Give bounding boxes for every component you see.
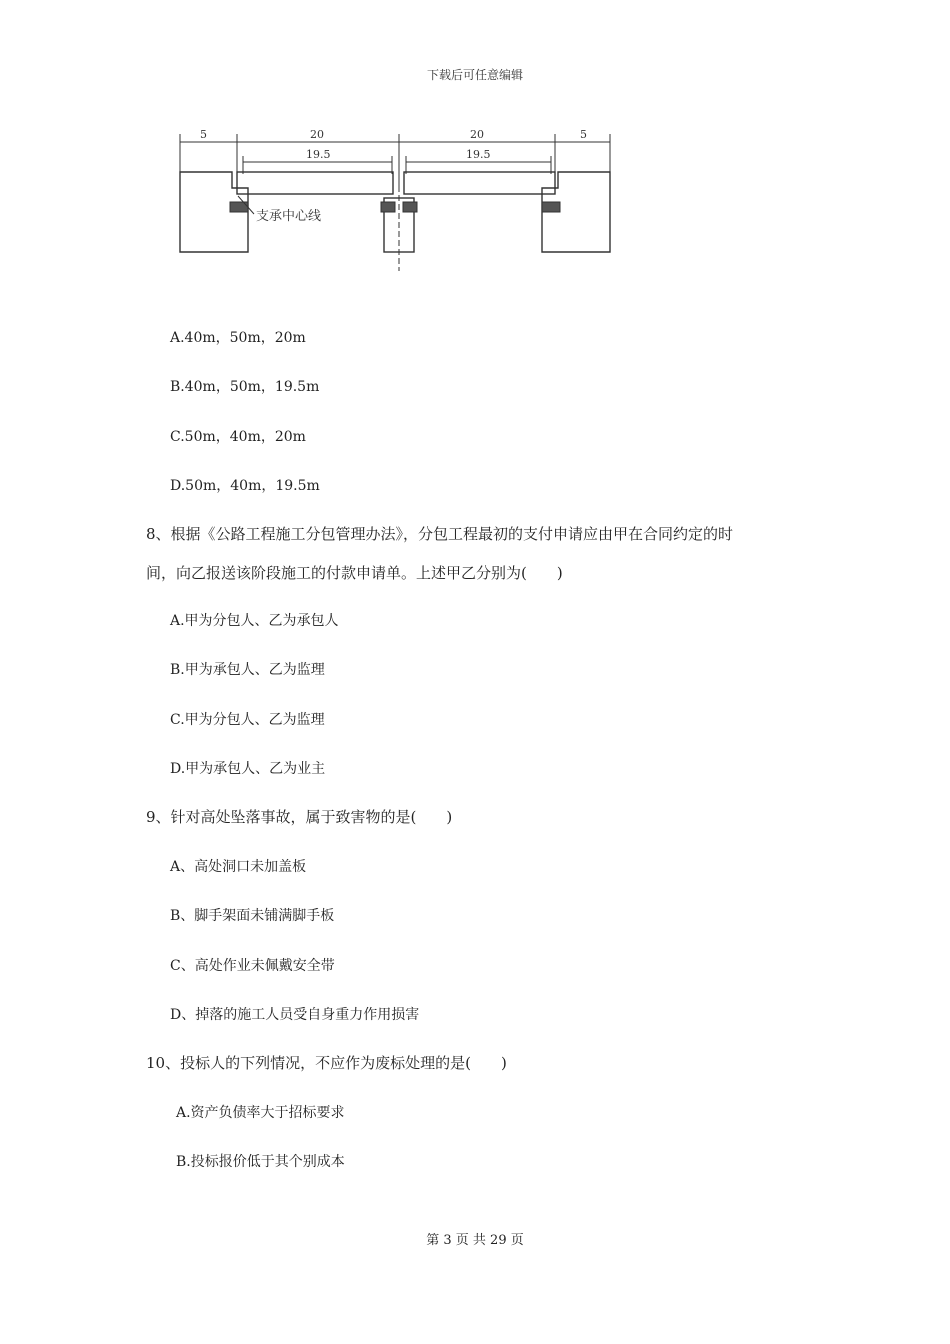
dim-outer-left: 5 — [200, 128, 207, 141]
q7-option-c: C.50m，40m，20m — [170, 429, 306, 445]
q7-option-d: D.50m，40m，19.5m — [170, 478, 320, 494]
q10-stem: 10、投标人的下列情况，不应作为废标处理的是( ) — [146, 1054, 507, 1072]
q8-stem-line1: 8、根据《公路工程施工分包管理办法》，分包工程最初的支付申请应由甲在合同约定的时 — [146, 525, 734, 543]
q8-option-d: D.甲为承包人、乙为业主 — [170, 761, 326, 777]
dim-inner-left: 19.5 — [306, 148, 331, 161]
bearing-centerline-label: 支承中心线 — [256, 209, 322, 224]
q9-option-a: A、高处洞口未加盖板 — [170, 859, 307, 875]
dim-inner-right: 19.5 — [466, 148, 491, 161]
dim-outer-right: 5 — [580, 128, 587, 141]
q9-stem: 9、针对高处坠落事故，属于致害物的是( ) — [146, 808, 453, 826]
q9-option-b: B、脚手架面未铺满脚手板 — [170, 908, 335, 924]
q7-option-a: A.40m，50m，20m — [170, 330, 306, 346]
q10-option-b: B.投标报价低于其个别成本 — [176, 1154, 345, 1170]
q8-option-a: A.甲为分包人、乙为承包人 — [170, 613, 339, 629]
bridge-span-diagram — [170, 126, 620, 281]
page-footer: 第 3 页 共 29 页 — [426, 1233, 524, 1248]
q8-option-b: B.甲为承包人、乙为监理 — [170, 662, 325, 678]
q8-option-c: C.甲为分包人、乙为监理 — [170, 712, 325, 728]
q9-option-d: D、掉落的施工人员受自身重力作用损害 — [170, 1007, 420, 1023]
dim-span-left: 20 — [310, 128, 324, 141]
q10-option-a: A.资产负债率大于招标要求 — [176, 1105, 345, 1121]
page-header: 下载后可任意编辑 — [426, 68, 523, 82]
q8-stem-line2: 间，向乙报送该阶段施工的付款申请单。上述甲乙分别为( ) — [146, 564, 563, 582]
q9-option-c: C、高处作业未佩戴安全带 — [170, 958, 335, 974]
q7-option-b: B.40m，50m，19.5m — [170, 379, 320, 395]
dim-span-right: 20 — [470, 128, 484, 141]
